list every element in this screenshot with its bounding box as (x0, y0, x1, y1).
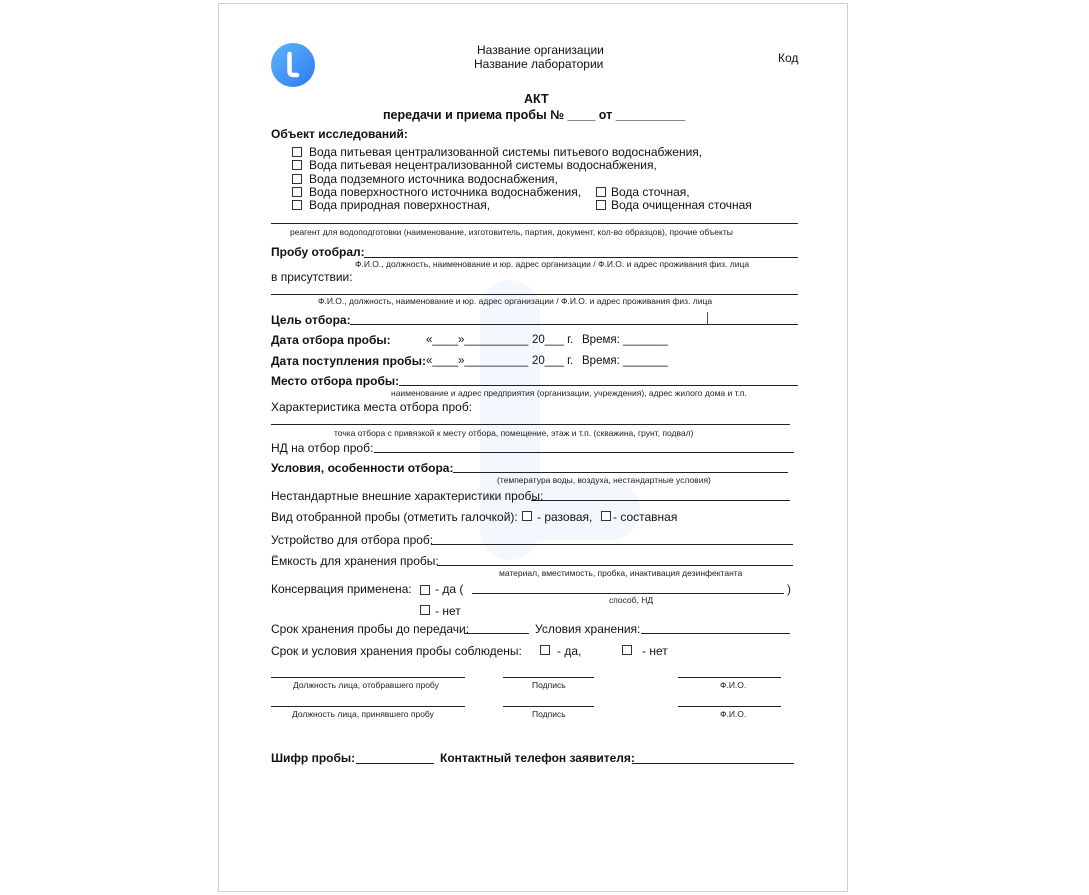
sampling-date-year[interactable]: 20___ г. (532, 334, 574, 346)
conditions-caption: (температура воды, воздуха, нестандартные условия) (497, 475, 711, 485)
storage-cond-field[interactable] (641, 633, 790, 634)
conditions-field[interactable] (453, 472, 788, 473)
organization-logo (271, 43, 315, 87)
place-label: Место отбора пробы: (271, 374, 400, 388)
conservation-close-paren: ) (787, 582, 791, 596)
container-label: Ёмкость для хранения пробы: (271, 554, 439, 568)
device-field[interactable] (431, 544, 793, 545)
cipher-label: Шифр пробы: (271, 751, 356, 765)
conditions-label: Условия, особенности отбора: (271, 461, 454, 475)
sampler-name-field[interactable] (678, 677, 781, 678)
phone-field[interactable] (632, 763, 794, 764)
storage-label: Срок хранения пробы до передачи: (271, 622, 470, 636)
doc-title: АКТ (524, 92, 549, 106)
single-sample-label: - разовая, (537, 510, 593, 524)
checkbox-conservation-no[interactable] (420, 605, 430, 615)
sampler-caption: Ф.И.О., должность, наименование и юр. адрес организации / Ф.И.О. и адрес проживания физ. лица (355, 259, 750, 269)
checkbox-single-sample[interactable] (522, 511, 532, 521)
other-object-caption: реагент для водоподготовки (наименование, изготовитель, партия, документ, кол-во образцов), прочие объекты (290, 227, 733, 237)
text-cursor (707, 312, 708, 324)
receipt-date-year[interactable]: 20___ г. (532, 355, 574, 367)
place-field[interactable] (399, 385, 798, 386)
sampler-position-caption: Должность лица, отобравшего пробу (293, 680, 439, 690)
sample-type-label: Вид отобранной пробы (отметить галочкой): (271, 510, 518, 524)
receipt-time[interactable]: Время: _______ (582, 355, 668, 367)
checkbox-storage-ok-no[interactable] (622, 645, 632, 655)
checkbox-object-3[interactable] (292, 174, 302, 184)
presence-caption: Ф.И.О., должность, наименование и юр. адрес организации / Ф.И.О. и адрес проживания физ. лица (318, 296, 713, 306)
object-label-1: Вода питьевая централизованной системы питьевого водоснабжения, (309, 145, 703, 159)
object-label-3: Вода подземного источника водоснабжения, (309, 172, 558, 186)
sampler-field[interactable] (364, 257, 798, 258)
presence-label: в присутствии: (271, 270, 353, 284)
receipt-date-day[interactable]: «____»__________ (426, 355, 529, 367)
receipt-date-label: Дата поступления пробы: (271, 354, 426, 368)
sampling-date-label: Дата отбора пробы: (271, 333, 391, 347)
conservation-label: Консервация применена: (271, 582, 412, 596)
conservation-caption: способ, НД (609, 595, 654, 605)
receiver-position-caption: Должность лица, принявшего пробу (292, 709, 434, 719)
place-char-field[interactable] (271, 424, 790, 425)
object-label-7: Вода очищенная сточная (611, 198, 752, 212)
sampling-date-day[interactable]: «____»__________ (426, 334, 529, 346)
storage-ok-yes-label: - да, (557, 644, 582, 658)
phone-label: Контактный телефон заявителя: (440, 751, 635, 765)
checkbox-composite-sample[interactable] (601, 511, 611, 521)
object-label-4: Вода поверхностного источника водоснабжения, (309, 185, 582, 199)
conservation-yes-label: - да ( (435, 582, 464, 596)
org-name: Название организации (477, 43, 604, 57)
place-char-caption: точка отбора с привязкой к месту отбора, помещение, этаж и т.п. (скважина, грунт, подвал) (334, 428, 694, 438)
sampler-signature-caption: Подпись (532, 680, 566, 690)
code-label: Код (778, 51, 799, 65)
checkbox-object-5[interactable] (292, 200, 302, 210)
cipher-field[interactable] (356, 763, 434, 764)
storage-cond-label: Условия хранения: (535, 622, 641, 636)
place-char-label: Характеристика места отбора проб: (271, 400, 473, 414)
nonstandard-field[interactable] (531, 500, 790, 501)
storage-ok-no-label: - нет (642, 644, 668, 658)
checkbox-storage-ok-yes[interactable] (540, 645, 550, 655)
checkbox-object-4[interactable] (292, 187, 302, 197)
storage-ok-label: Срок и условия хранения пробы соблюдены: (271, 644, 522, 658)
conservation-method-field[interactable] (472, 593, 784, 594)
nd-label: НД на отбор проб: (271, 441, 374, 455)
sampler-position-field[interactable] (271, 677, 465, 678)
checkbox-object-7[interactable] (596, 200, 606, 210)
device-label: Устройство для отбора проб: (271, 533, 434, 547)
checkbox-object-6[interactable] (596, 187, 606, 197)
other-object-field[interactable] (271, 223, 798, 224)
object-label-2: Вода питьевая нецентрализованной системы водоснабжения, (309, 158, 657, 172)
doc-subtitle: передачи и приема пробы № ____ от __________ (383, 108, 686, 122)
sampler-label: Пробу отобрал: (271, 245, 365, 259)
sampler-signature-field[interactable] (503, 677, 594, 678)
sampler-name-caption: Ф.И.О. (720, 680, 747, 690)
object-label-5: Вода природная поверхностная, (309, 198, 491, 212)
receiver-signature-caption: Подпись (532, 709, 566, 719)
presence-field[interactable] (271, 294, 798, 295)
nd-field[interactable] (374, 452, 794, 453)
lab-name: Название лаборатории (474, 57, 604, 71)
storage-term-field[interactable] (464, 633, 529, 634)
nonstandard-label: Нестандартные внешние характеристики пробы: (271, 489, 544, 503)
composite-sample-label: - составная (613, 510, 678, 524)
receiver-name-field[interactable] (678, 706, 781, 707)
purpose-field[interactable] (350, 324, 798, 325)
sampling-time[interactable]: Время: _______ (582, 334, 668, 346)
object-label-6: Вода сточная, (611, 185, 690, 199)
checkbox-object-2[interactable] (292, 160, 302, 170)
receiver-name-caption: Ф.И.О. (720, 709, 747, 719)
container-field[interactable] (437, 565, 793, 566)
objects-heading: Объект исследований: (271, 127, 408, 141)
place-caption: наименование и адрес предприятия (организации, учреждения), адрес жилого дома и т.п. (391, 388, 747, 398)
container-caption: материал, вместимость, пробка, инактивация дезинфектанта (499, 568, 743, 578)
receiver-signature-field[interactable] (503, 706, 594, 707)
checkbox-object-1[interactable] (292, 147, 302, 157)
purpose-label: Цель отбора: (271, 313, 351, 327)
conservation-no-label: - нет (435, 604, 461, 618)
checkbox-conservation-yes[interactable] (420, 585, 430, 595)
receiver-position-field[interactable] (271, 706, 465, 707)
